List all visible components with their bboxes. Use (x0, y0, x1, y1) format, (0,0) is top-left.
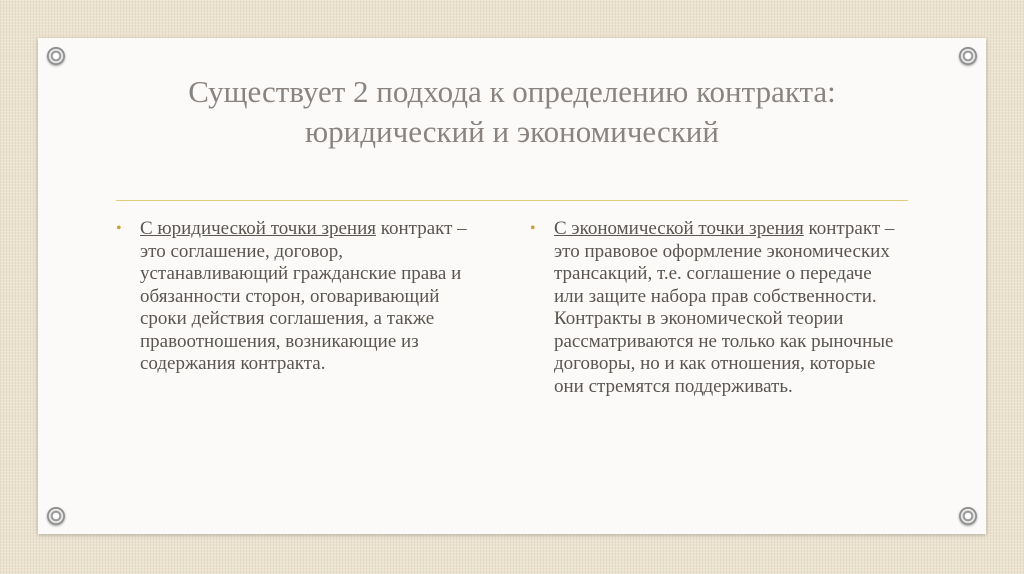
legal-approach-body: контракт – это соглашение, договор, устанавливающий гражданские права и обязанности сторон, оговаривающий сроки действия соглашения, а также правоотношения, возникающие из содержания контракта. (140, 218, 467, 374)
slide-title (98, 72, 926, 152)
bullet-icon: • (116, 220, 122, 237)
rivet-bottom-right (959, 507, 977, 525)
title-divider (116, 200, 908, 201)
rivet-top-left (47, 47, 65, 65)
economic-approach-text (554, 218, 900, 398)
rivet-bottom-left (47, 507, 65, 525)
legal-approach-lead: С юридической точки зрения (140, 218, 376, 239)
legal-approach-text (140, 218, 486, 376)
slide-card (38, 38, 986, 534)
economic-approach-lead: С экономической точки зрения (554, 218, 804, 239)
slide-title-line-2: юридический и экономический (305, 114, 719, 149)
economic-approach-column (530, 218, 900, 398)
legal-approach-column (116, 218, 486, 376)
economic-approach-body: контракт – это правовое оформление экономических трансакций, т.е. соглашение о передаче или защите набора прав собственности. Контракты в экономической теории рассматриваются не только как рыночные договоры, но и как отношения, которые они стремятся поддерживать. (554, 218, 895, 397)
bullet-icon: • (530, 220, 536, 237)
rivet-top-right (959, 47, 977, 65)
slide-title-line-1: Существует 2 подхода к определению контракта: (188, 74, 836, 109)
